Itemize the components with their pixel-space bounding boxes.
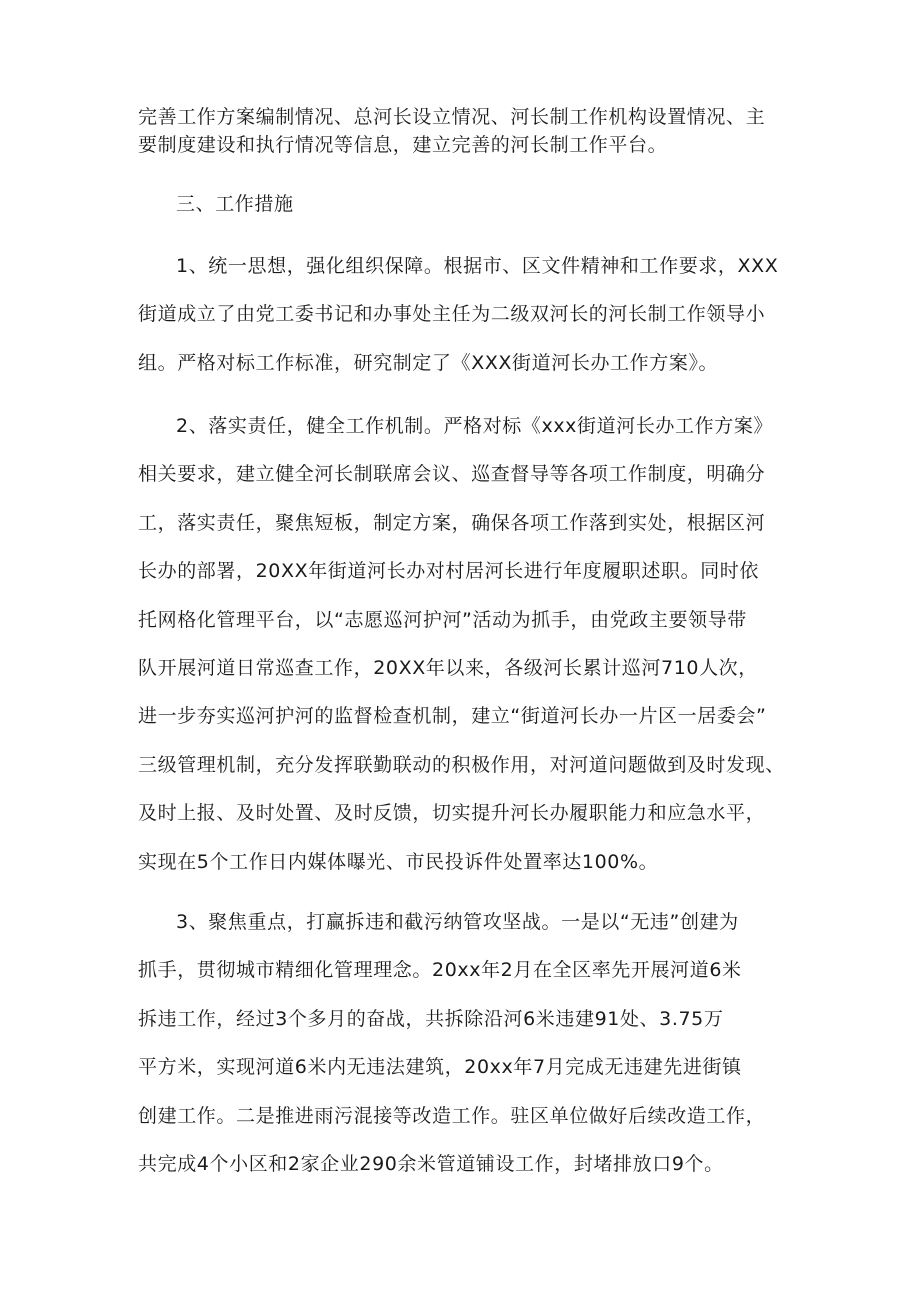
text-line: 拆违工作，经过3个多月的奋战，共拆除沿河6米违建91处、3.75万 xyxy=(138,1007,724,1030)
text-line: 3、聚焦重点，打赢拆违和截污纳管攻坚战。一是以“无违”创建为 xyxy=(176,911,739,933)
measure-paragraph-3 xyxy=(138,898,788,1188)
text-line: 队开展河道日常巡查工作，20XX年以来，各级河长累计巡河710人次， xyxy=(138,657,758,680)
text-line: 实现在5个工作日内媒体曝光、市民投诉件处置率达100%。 xyxy=(138,850,659,873)
text-line: 创建工作。二是推进雨污混接等改造工作。驻区单位做好后续改造工作， xyxy=(138,1104,766,1127)
text-line: 平方米，实现河道6米内无违法建筑，20xx年7月完成无违建先进街镇 xyxy=(138,1056,742,1079)
measure-paragraph-2 xyxy=(138,402,788,886)
text-line: 长办的部署，20XX年街道河长办对村居河长进行年度履职述职。同时依 xyxy=(138,560,760,583)
text-line: 进一步夯实巡河护河的监督检查机制，建立“街道河长办一片区一居委会” xyxy=(138,705,767,728)
text-line: 及时上报、及时处置、及时反馈，切实提升河长办履职能力和应急水平， xyxy=(138,802,766,825)
text-line: 2、落实责任，健全工作机制。严格对标《xxx街道河长办工作方案》 xyxy=(176,415,774,437)
text-line: 共完成4个小区和2家企业290余米管道铺设工作，封堵排放口9个。 xyxy=(138,1153,724,1176)
section-heading xyxy=(138,190,826,218)
text-line: 托网格化管理平台，以“志愿巡河护河”活动为抓手，由党政主要领导带 xyxy=(138,608,747,631)
intro-paragraph xyxy=(138,103,788,159)
text-line: 抓手，贯彻城市精细化管理理念。20xx年2月在全区率先开展河道6米 xyxy=(138,959,742,982)
measure-paragraph-1 xyxy=(138,242,788,387)
text-line: 1、统一思想，强化组织保障。根据市、区文件精神和工作要求，XXX xyxy=(176,255,779,277)
text-line: 工，落实责任，聚焦短板，制定方案，确保各项工作落到实处，根据区河 xyxy=(138,511,766,534)
text-line: 组。严格对标工作标准，研究制定了《XXX街道河长办工作方案》。 xyxy=(138,351,719,374)
text-line: 三级管理机制，充分发挥联勤联动的积极作用，对河道问题做到及时发现、 xyxy=(138,753,785,776)
text-line: 街道成立了由党工委书记和办事处主任为二级双河长的河长制工作领导小 xyxy=(138,303,766,326)
text-line: 要制度建设和执行情况等信息，建立完善的河长制工作平台。 xyxy=(138,134,668,156)
text-line: 完善工作方案编制情况、总河长设立情况、河长制工作机构设置情况、主 xyxy=(138,106,766,128)
heading-text: 三、工作措施 xyxy=(176,193,294,215)
text-line: 相关要求，建立健全河长制联席会议、巡查督导等各项工作制度，明确分 xyxy=(138,463,766,486)
